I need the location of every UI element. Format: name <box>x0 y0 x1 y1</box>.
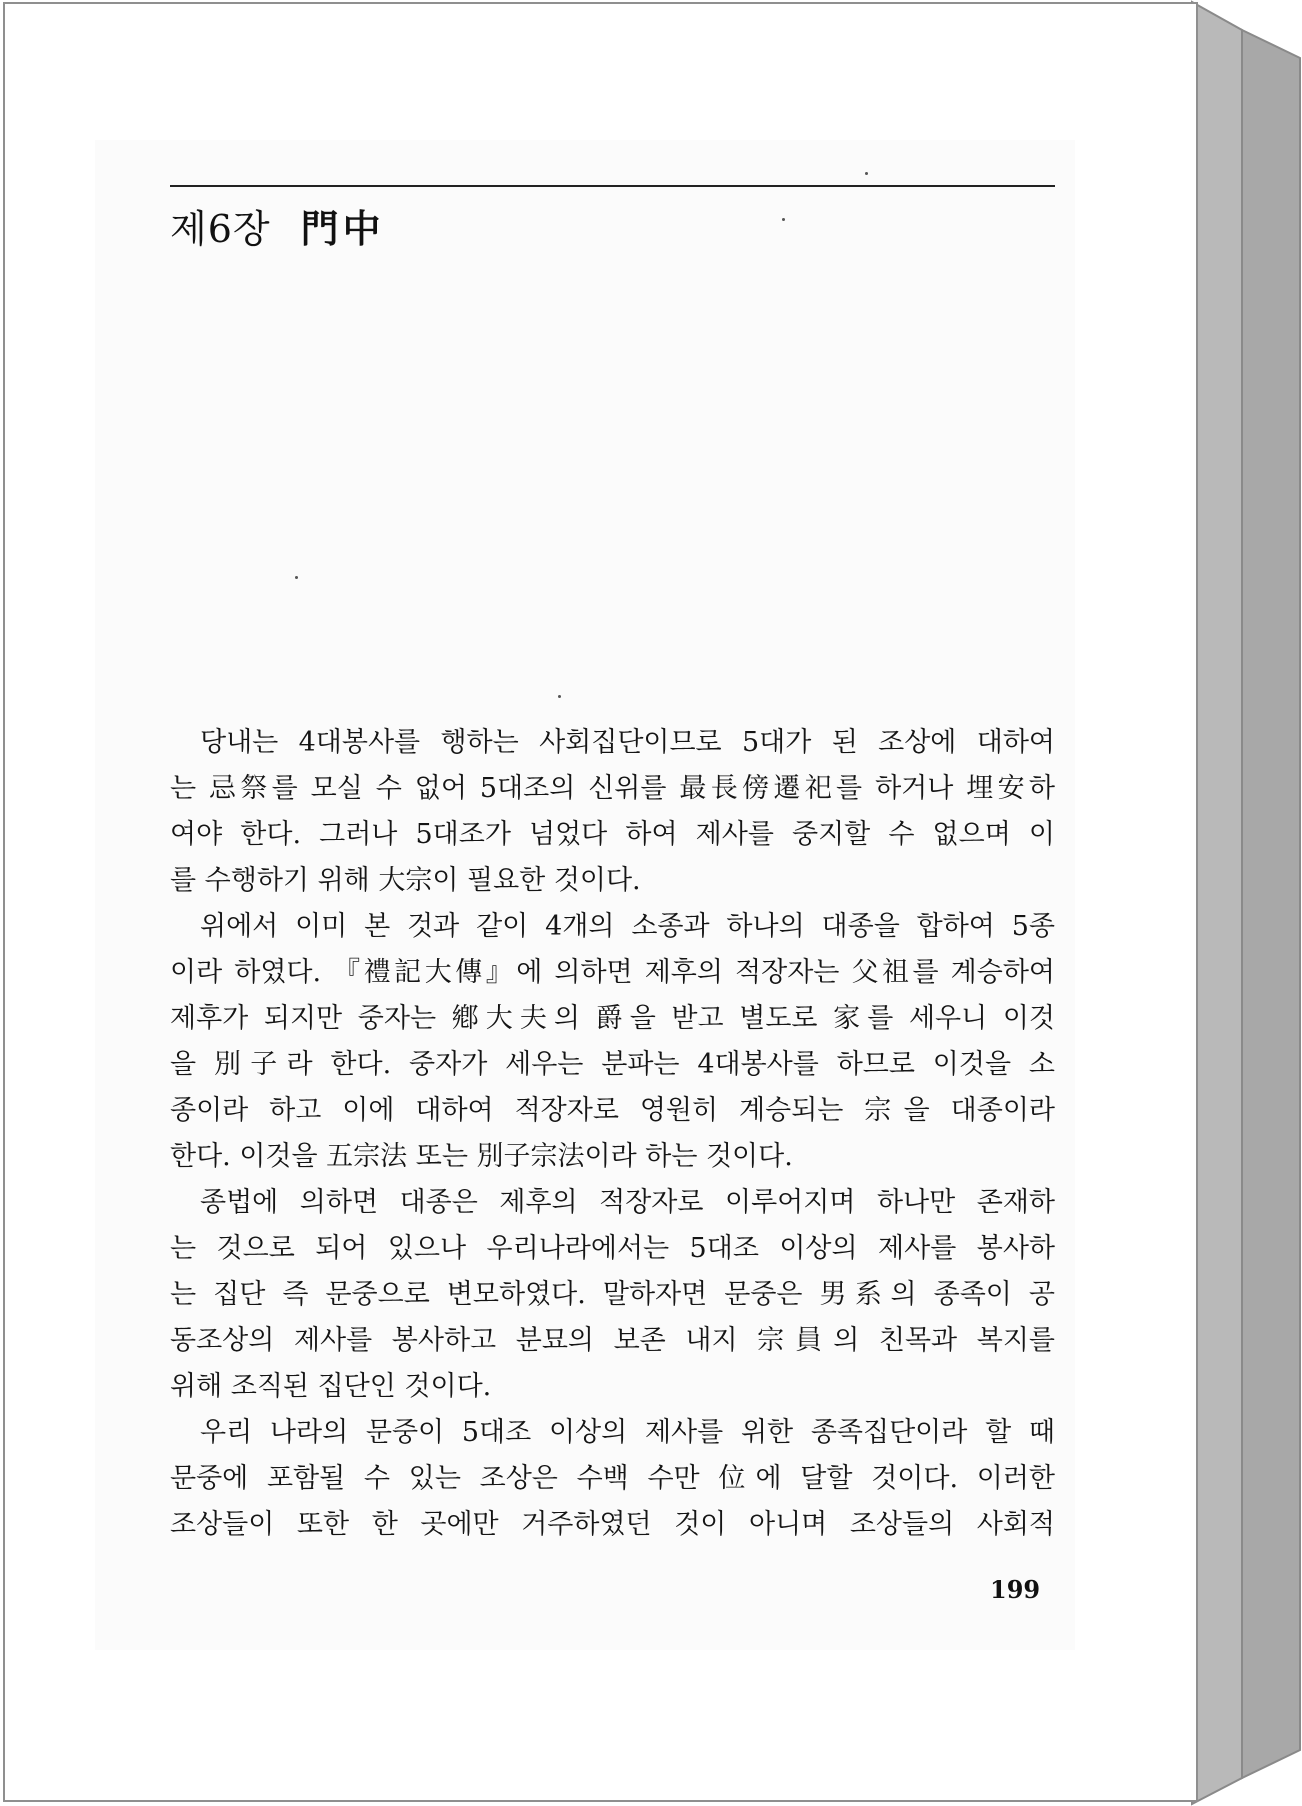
text-line: 는 것으로 되어 있으나 우리나라에서는 5대조 이상의 제사를 봉사하 <box>170 1233 1055 1264</box>
page-edge-shading <box>1190 0 1302 1806</box>
text-line: 종이라 하고 이에 대하여 적장자로 영원히 계승되는 宗을 대종이라 <box>170 1095 1055 1126</box>
paragraph <box>170 904 1055 1180</box>
text-line: 조상들이 또한 한 곳에만 거주하였던 것이 아니며 조상들의 사회적 <box>170 1509 1055 1540</box>
scan-speck <box>295 576 298 579</box>
scan-speck <box>558 695 561 698</box>
text-line: 위해 조직된 집단인 것이다. <box>170 1371 492 1402</box>
text-line: 여야 한다. 그러나 5대조가 넘었다 하여 제사를 중지할 수 없으며 이 <box>170 819 1055 850</box>
text-line: 을 別子라 한다. 중자가 세우는 분파는 4대봉사를 하므로 이것을 소 <box>170 1049 1055 1080</box>
text-line: 우리 나라의 문중이 5대조 이상의 제사를 위한 종족집단이라 할 때 <box>200 1417 1055 1448</box>
chapter-number: 제6장 <box>170 207 271 251</box>
chapter-top-rule <box>170 185 1055 187</box>
scan-speck <box>865 172 868 175</box>
chapter-heading <box>170 198 385 253</box>
text-line: 한다. 이것을 五宗法 또는 別子宗法이라 하는 것이다. <box>170 1141 793 1172</box>
text-line: 제후가 되지만 중자는 鄕大夫의 爵을 받고 별도로 家를 세우니 이것 <box>170 1003 1055 1034</box>
text-line: 를 수행하기 위해 大宗이 필요한 것이다. <box>170 865 641 896</box>
text-line: 위에서 이미 본 것과 같이 4개의 소종과 하나의 대종을 합하여 5종 <box>200 911 1055 942</box>
scan-speck <box>782 218 785 221</box>
body-text <box>170 720 1055 1548</box>
text-line: 동조상의 제사를 봉사하고 분묘의 보존 내지 宗員의 친목과 복지를 <box>170 1325 1055 1356</box>
text-line: 종법에 의하면 대종은 제후의 적장자로 이루어지며 하나만 존재하 <box>200 1187 1055 1218</box>
paragraph <box>170 1180 1055 1410</box>
page-number: 199 <box>990 1575 1041 1604</box>
chapter-title: 門中 <box>300 206 385 251</box>
paragraph <box>170 720 1055 904</box>
text-line: 당내는 4대봉사를 행하는 사회집단이므로 5대가 된 조상에 대하여 <box>200 727 1055 758</box>
paragraph <box>170 1410 1055 1548</box>
text-line: 이라 하였다. 『禮記大傳』에 의하면 제후의 적장자는 父祖를 계승하여 <box>170 957 1055 988</box>
text-line: 는 집단 즉 문중으로 변모하였다. 말하자면 문중은 男系의 종족이 공 <box>170 1279 1055 1310</box>
text-line: 문중에 포함될 수 있는 조상은 수백 수만 位에 달할 것이다. 이러한 <box>170 1463 1055 1494</box>
text-line: 는 忌祭를 모실 수 없어 5대조의 신위를 最長傍遷祀를 하거나 埋安하 <box>170 773 1055 804</box>
